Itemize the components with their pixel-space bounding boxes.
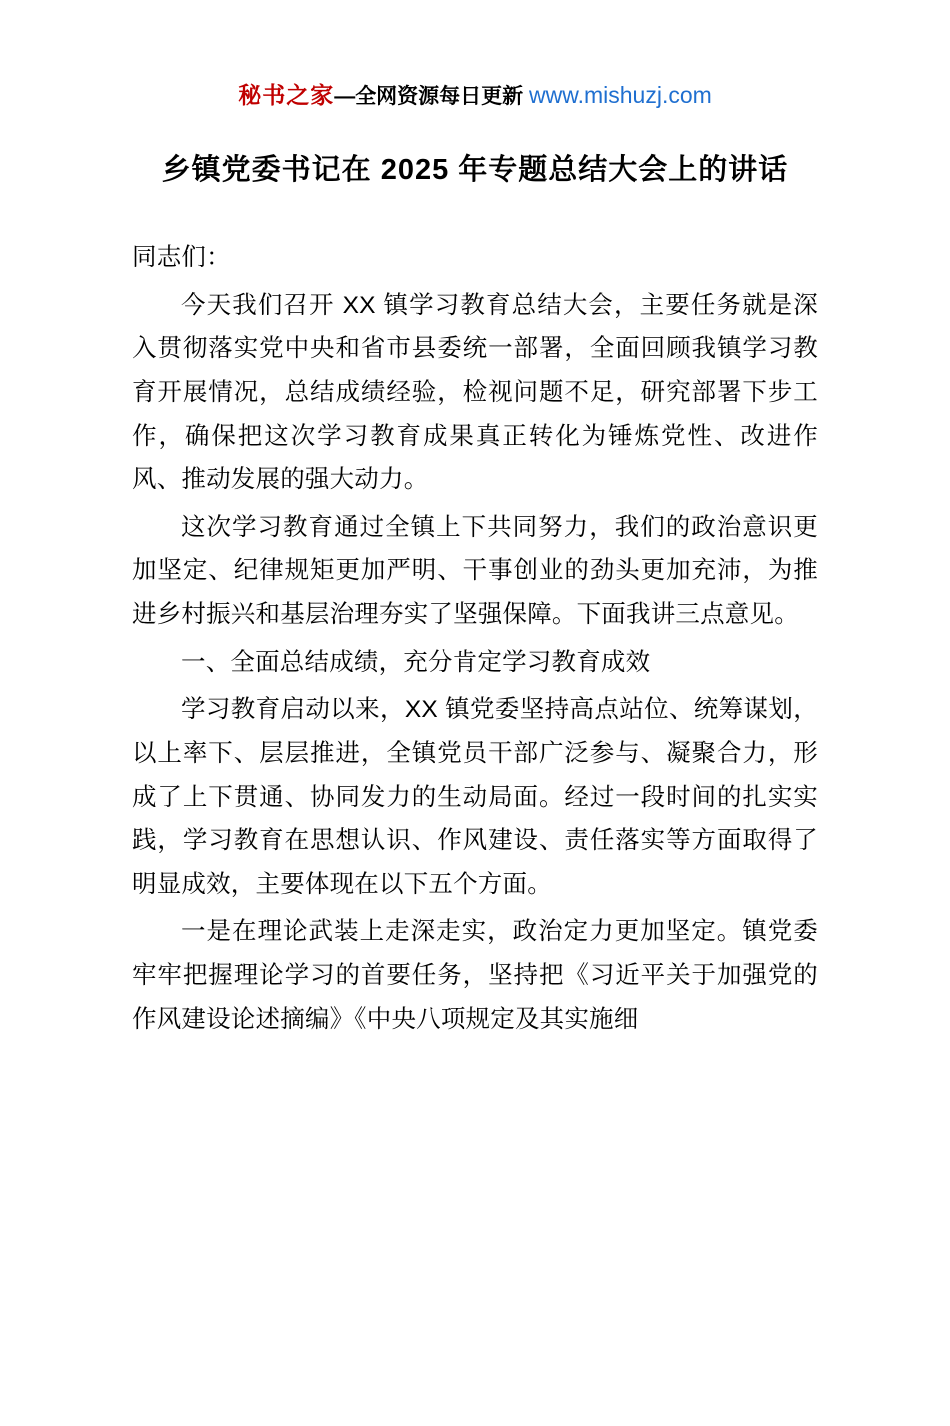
paragraph-3: 学习教育启动以来，XX 镇党委坚持高点站位、统筹谋划，以上率下、层层推进，全镇党员干部广泛参与、凝聚合力，形成了上下贯通、协同发力的生动局面。经过一段时间的扎实实践，学习教育在思想认识、作风建设、责任落实等方面取得了明显成效，主要体现在以下五个方面。 [132, 696, 818, 898]
document-title: 乡镇党委书记在 2025 年专题总结大会上的讲话 [161, 153, 789, 186]
document-body [132, 236, 818, 1041]
site-watermark [132, 82, 818, 110]
section-heading-1: 一、全面总结成绩，充分肯定学习教育成效 [181, 648, 651, 676]
document-page [0, 82, 950, 1426]
paragraph-2: 这次学习教育通过全镇上下共同努力，我们的政治意识更加坚定、纪律规矩更加严明、干事创业的劲头更加充沛，为推进乡村振兴和基层治理夯实了坚强保障。下面我讲三点意见。 [132, 513, 818, 629]
paragraph-4: 一是在理论武装上走深走实，政治定力更加坚定。镇党委牢牢把握理论学习的首要任务，坚持把《习近平关于加强党的作风建设论述摘编》《中央八项规定及其实施细 [132, 918, 818, 1033]
paragraph-salutation: 同志们： [132, 244, 231, 272]
watermark-url[interactable]: www.mishuzj.com [529, 82, 712, 108]
watermark-tagline: —全网资源每日更新 [334, 85, 530, 108]
watermark-brand: 秘书之家 [238, 82, 335, 108]
paragraph-1: 今天我们召开 XX 镇学习教育总结大会，主要任务就是深入贯彻落实党中央和省市县委统一部署，全面回顾我镇学习教育开展情况，总结成绩经验，检视问题不足，研究部署下步工作，确保把这次学习教育成果真正转化为锤炼党性、改进作风、推动发展的强大动力。 [132, 291, 818, 494]
